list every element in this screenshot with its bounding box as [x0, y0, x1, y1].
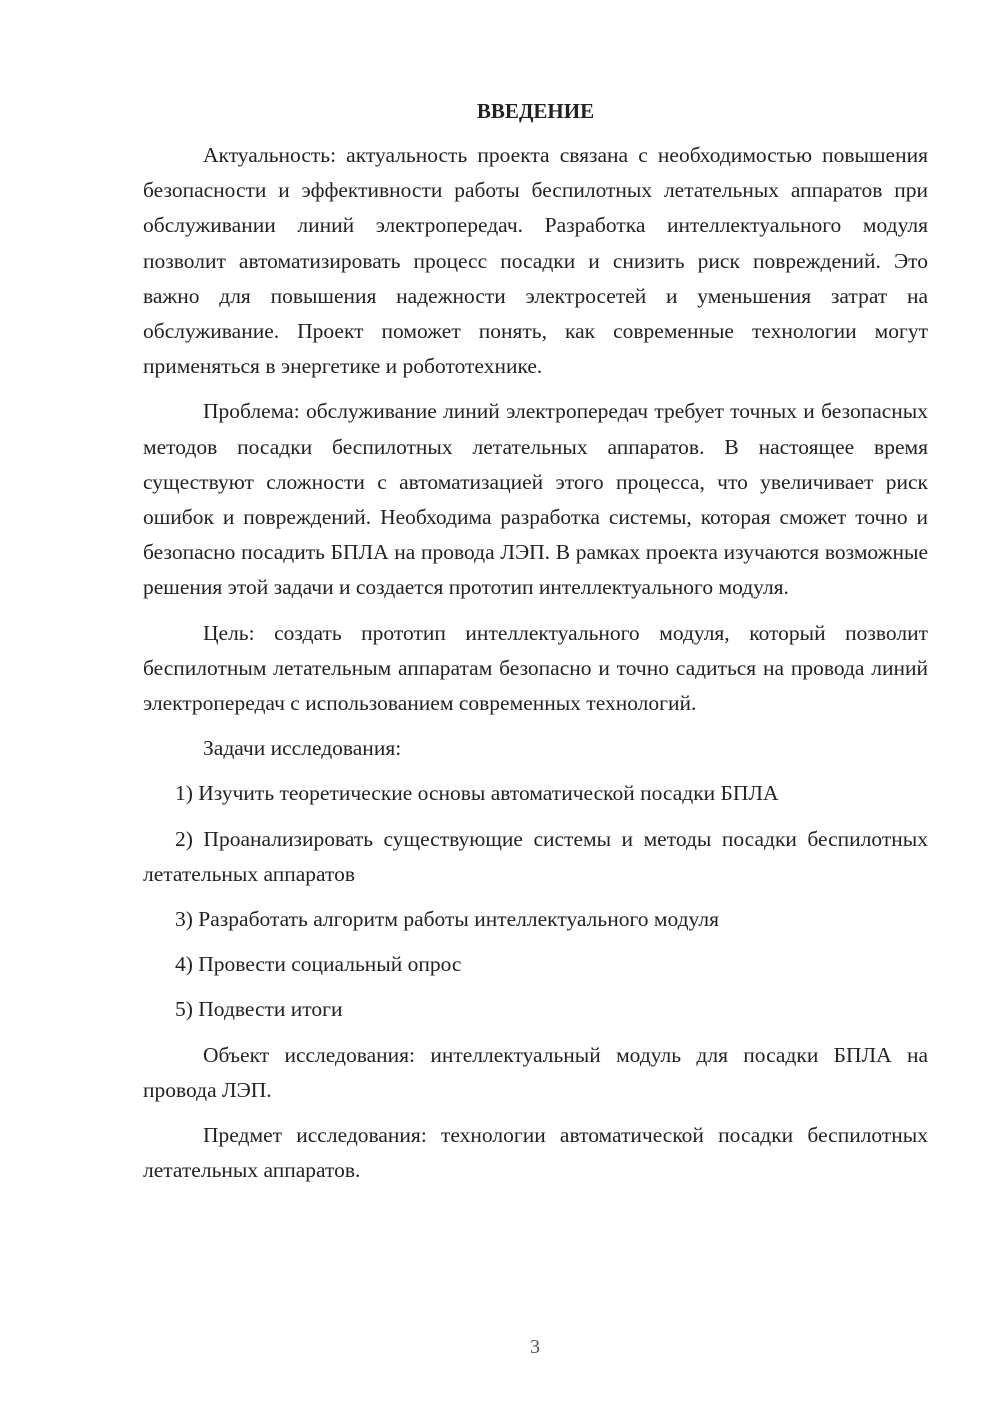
object-paragraph: Объект исследования: интеллектуальный модуль для посадки БПЛА на провода ЛЭП.	[143, 1042, 928, 1102]
page-number: 3	[530, 1336, 540, 1358]
tasks-list	[143, 776, 928, 1027]
relevance-paragraph: Актуальность: актуальность проекта связана с необходимостью повышения безопасности и эффективности работы беспилотных летательных аппаратов при обслуживании линий электропередач. Разработка интеллектуального модуля позволит автоматизировать процесс посадки и снизить риск повреждений. Это важно для повышения надежности электросетей и уменьшения затрат на обслуживание. Проект поможет понять, как современные технологии могут применяться в энергетике и робототехнике.	[143, 143, 928, 379]
document-page	[143, 96, 928, 1198]
task-item: 4) Провести социальный опрос	[175, 952, 462, 977]
task-item: 5) Подвести итоги	[175, 997, 343, 1022]
task-item: 2) Проанализировать существующие системы и методы посадки беспилотных летательных аппаратов	[143, 826, 928, 886]
tasks-heading: Задачи исследования:	[203, 736, 402, 761]
task-item: 3) Разработать алгоритм работы интеллектуального модуля	[175, 907, 719, 932]
goal-paragraph: Цель: создать прототип интеллектуального модуля, который позволит беспилотным летательным аппаратам безопасно и точно садиться на провода линий электропередач с использованием современных технологий.	[143, 620, 928, 716]
section-title: ВВЕДЕНИЕ	[476, 99, 595, 123]
subject-paragraph: Предмет исследования: технологии автоматической посадки беспилотных летательных аппаратов.	[143, 1123, 928, 1183]
task-item: 1) Изучить теоретические основы автоматической посадки БПЛА	[175, 781, 779, 806]
problem-paragraph: Проблема: обслуживание линий электропередач требует точных и безопасных методов посадки беспилотных летательных аппаратов. В настоящее время существуют сложности с автоматизацией этого процесса, что увеличивает риск ошибок и повреждений. Необходима разработка системы, которая сможет точно и безопасно посадить БПЛА на провода ЛЭП. В рамках проекта изучаются возможные решения этой задачи и создается прототип интеллектуального модуля.	[143, 399, 928, 600]
